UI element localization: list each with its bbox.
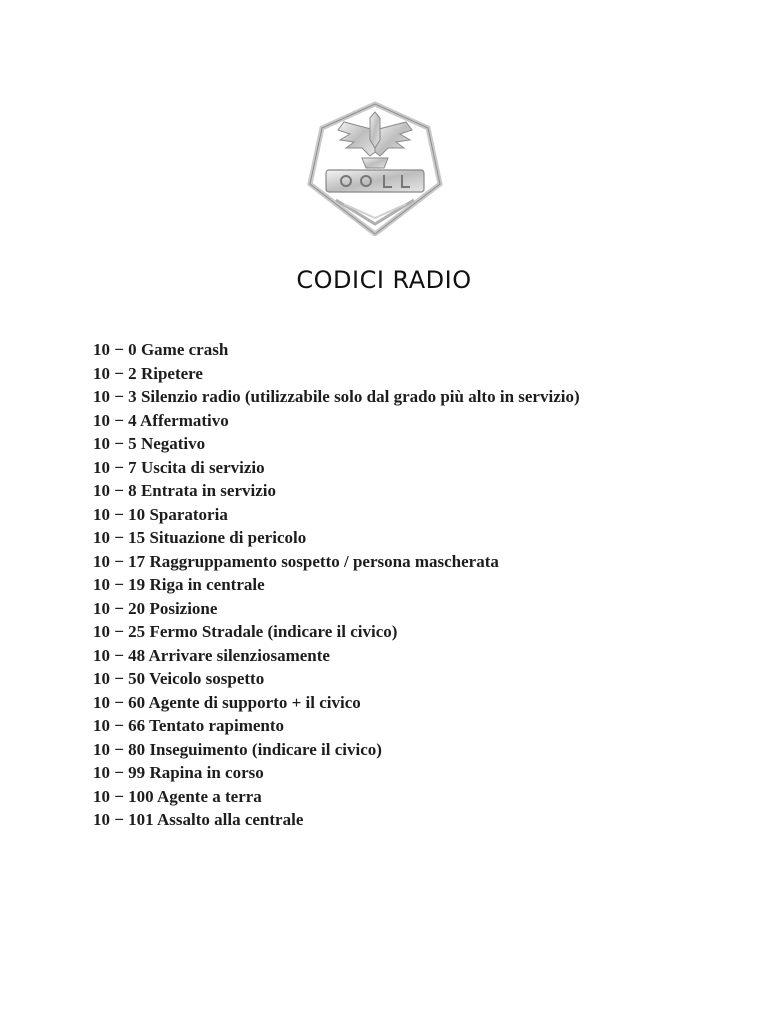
radio-code-item — [93, 526, 580, 550]
radio-code-description: Veicolo sospetto — [149, 669, 265, 688]
radio-code-item — [93, 409, 580, 433]
radio-code-item — [93, 573, 580, 597]
radio-code-description: Assalto alla centrale — [157, 810, 304, 829]
radio-code-item — [93, 385, 580, 409]
radio-code-number: 10 − 60 — [93, 692, 146, 712]
radio-code-item — [93, 597, 580, 621]
radio-code-item — [93, 761, 580, 785]
radio-code-description: Arrivare silenziosamente — [148, 645, 330, 665]
radio-code-item — [93, 620, 580, 644]
radio-code-number: 10 − 4 — [93, 410, 137, 430]
radio-code-description: Inseguimento (indicare il civico) — [149, 739, 382, 759]
radio-code-description: Rapina in corso — [149, 763, 264, 782]
radio-code-number: 10 − 17 — [93, 551, 146, 571]
radio-code-item — [93, 714, 580, 738]
radio-code-description: Uscita di servizio — [140, 457, 265, 477]
radio-code-item — [93, 550, 580, 574]
radio-code-item — [93, 691, 580, 715]
radio-code-number: 10 − 100 — [93, 786, 154, 806]
radio-code-number: 10 − 99 — [93, 763, 146, 782]
radio-code-number: 10 − 5 — [93, 434, 137, 453]
radio-code-description: Game crash — [140, 340, 229, 359]
radio-code-number: 10 − 20 — [93, 598, 146, 618]
radio-code-description: Raggruppamento sospetto / persona mascherata — [149, 551, 499, 571]
radio-code-number: 10 − 0 — [93, 340, 137, 359]
radio-code-number: 10 − 19 — [93, 575, 146, 594]
radio-code-number: 10 − 80 — [93, 739, 146, 759]
radio-code-item — [93, 432, 580, 456]
radio-code-description: Agente di supporto + il civico — [148, 692, 361, 712]
radio-code-item — [93, 338, 580, 362]
radio-code-number: 10 − 50 — [93, 669, 146, 688]
radio-code-number: 10 − 66 — [93, 716, 146, 735]
radio-code-description: Situazione di pericolo — [149, 528, 307, 547]
radio-code-item — [93, 644, 580, 668]
radio-code-item — [93, 785, 580, 809]
radio-code-item — [93, 738, 580, 762]
page-title: CODICI RADIO — [296, 266, 472, 294]
radio-code-item — [93, 667, 580, 691]
radio-code-number: 10 − 8 — [93, 481, 137, 500]
radio-code-description: Tentato rapimento — [149, 716, 285, 735]
radio-code-number: 10 − 7 — [93, 457, 137, 477]
radio-code-description: Sparatoria — [149, 504, 228, 524]
radio-code-description: Posizione — [149, 598, 218, 618]
radio-code-description: Riga in centrale — [149, 575, 265, 594]
radio-code-item — [93, 479, 580, 503]
radio-code-item — [93, 808, 580, 832]
radio-codes-list — [93, 338, 580, 832]
radio-code-number: 10 − 101 — [93, 810, 154, 829]
radio-code-item — [93, 503, 580, 527]
radio-code-description: Agente a terra — [157, 786, 262, 806]
radio-code-description: Entrata in servizio — [140, 481, 276, 500]
radio-code-number: 10 − 48 — [93, 645, 146, 665]
radio-code-description: Negativo — [140, 434, 206, 453]
radio-code-description: Fermo Stradale (indicare il civico) — [149, 622, 398, 641]
radio-code-item — [93, 456, 580, 480]
radio-code-number: 10 − 2 — [93, 363, 137, 383]
radio-code-number: 10 − 3 — [93, 387, 137, 406]
police-badge-logo — [300, 100, 450, 236]
radio-code-description: Silenzio radio (utilizzabile solo dal grado più alto in servizio) — [140, 387, 580, 406]
radio-code-number: 10 − 15 — [93, 528, 146, 547]
radio-code-number: 10 − 10 — [93, 504, 146, 524]
radio-code-description: Affermativo — [140, 410, 229, 430]
radio-code-item — [93, 362, 580, 386]
radio-code-description: Ripetere — [140, 363, 203, 383]
radio-code-number: 10 − 25 — [93, 622, 146, 641]
